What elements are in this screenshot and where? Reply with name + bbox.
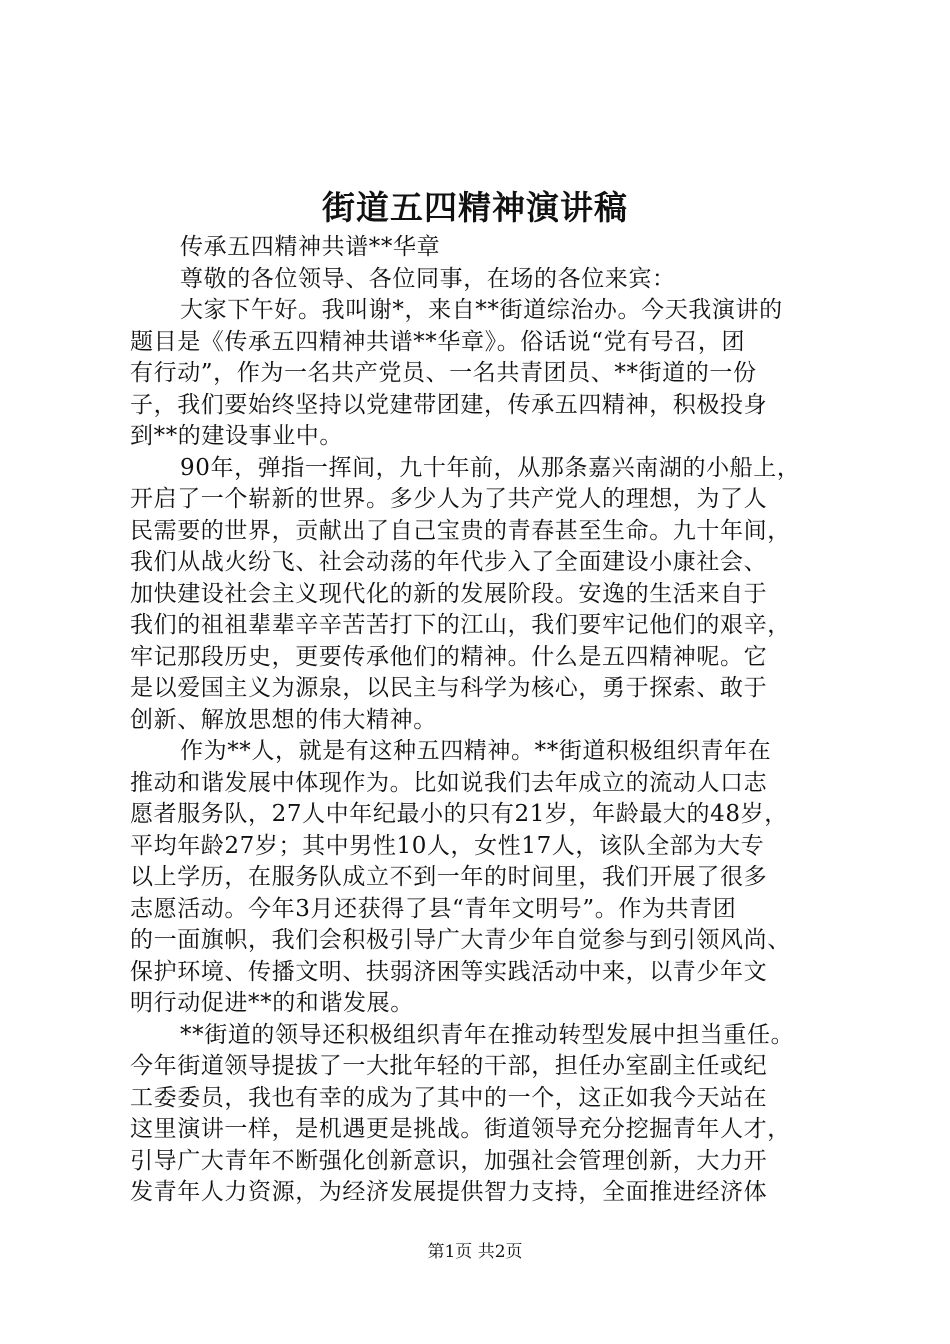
document-title: 街道五四精神演讲稿: [322, 188, 628, 227]
document-body: [130, 232, 830, 1209]
page-indicator: 第1页 共2页: [427, 1242, 523, 1262]
paragraph-line: 我们从战火纷飞、社会动荡的年代步入了全面建设小康社会、: [130, 549, 768, 575]
paragraph-line: 推动和谐发展中体现作为。比如说我们去年成立的流动人口志: [130, 769, 768, 796]
paragraph-line: 发青年人力资源，为经济发展提供智力支持，全面推进经济体: [130, 1179, 768, 1205]
paragraph-line: 我们的祖祖辈辈辛辛苦苦打下的江山，我们要牢记他们的艰辛，: [130, 612, 791, 638]
paragraph-line: 加快建设社会主义现代化的新的发展阶段。安逸的生活来自于: [130, 580, 768, 607]
paragraph-line: 开启了一个崭新的世界。多少人为了共产党人的理想，为了人: [130, 486, 768, 512]
paragraph-line: 平均年龄27岁；其中男性10人，女性17人，该队全部为大专: [130, 832, 765, 859]
paragraph-line: 有行动”，作为一名共产党员、一名共青团员、**街道的一份: [130, 360, 757, 386]
paragraph-line: 以上学历，在服务队成立不到一年的时间里，我们开展了很多: [130, 864, 768, 890]
paragraph-line: 到**的建设事业中。: [130, 423, 343, 449]
paragraph-line: 牢记那段历史，更要传承他们的精神。什么是五四精神呢。它: [130, 643, 768, 670]
paragraph-line: 保护环境、传播文明、扶弱济困等实践活动中来，以青少年文: [130, 958, 768, 985]
paragraph-line: 明行动促进**的和谐发展。: [130, 990, 414, 1016]
paragraph-line: 大家下午好。我叫谢*，来自**街道综治办。今天我演讲的: [180, 297, 783, 323]
paragraph-line: **街道的领导还积极组织青年在推动转型发展中担当重任。: [180, 1021, 795, 1048]
paragraph-line: 志愿活动。今年3月还获得了县“青年文明号”。作为共青团: [130, 895, 737, 922]
paragraph-line: 引导广大青年不断强化创新意识，加强社会管理创新，大力开: [130, 1147, 768, 1174]
paragraph-line: 的一面旗帜，我们会积极引导广大青少年自觉参与到引领风尚、: [130, 927, 791, 953]
paragraph-line: 愿者服务队，27人中年纪最小的只有21岁，年龄最大的48岁，: [130, 801, 788, 827]
paragraph-line: 这里演讲一样，是机遇更是挑战。街道领导充分挖掘青年人才，: [130, 1116, 791, 1142]
paragraph-line: 题目是《传承五四精神共谱**华章》。俗话说“党有号召，团: [130, 328, 746, 355]
paragraph-line: 90年，弹指一挥间，九十年前，从那条嘉兴南湖的小船上，: [180, 454, 801, 481]
subtitle-line: 传承五四精神共谱**华章: [180, 234, 441, 260]
salutation-line: 尊敬的各位领导、各位同事，在场的各位来宾：: [180, 265, 676, 292]
paragraph-line: 工委委员，我也有幸的成为了其中的一个，这正如我今天站在: [130, 1084, 768, 1111]
paragraph-line: 是以爱国主义为源泉，以民主与科学为核心，勇于探索、敢于: [130, 675, 768, 701]
paragraph-line: 民需要的世界，贡献出了自己宝贵的青春甚至生命。九十年间，: [130, 517, 791, 544]
paragraph-line: 创新、解放思想的伟大精神。: [130, 706, 437, 733]
paragraph-line: 今年街道领导提拔了一大批年轻的干部，担任办室副主任或纪: [130, 1053, 768, 1079]
paragraph-line: 子，我们要始终坚持以党建带团建，传承五四精神，积极投身: [130, 391, 768, 418]
paragraph-line: 作为**人，就是有这种五四精神。**街道积极组织青年在: [180, 738, 772, 764]
